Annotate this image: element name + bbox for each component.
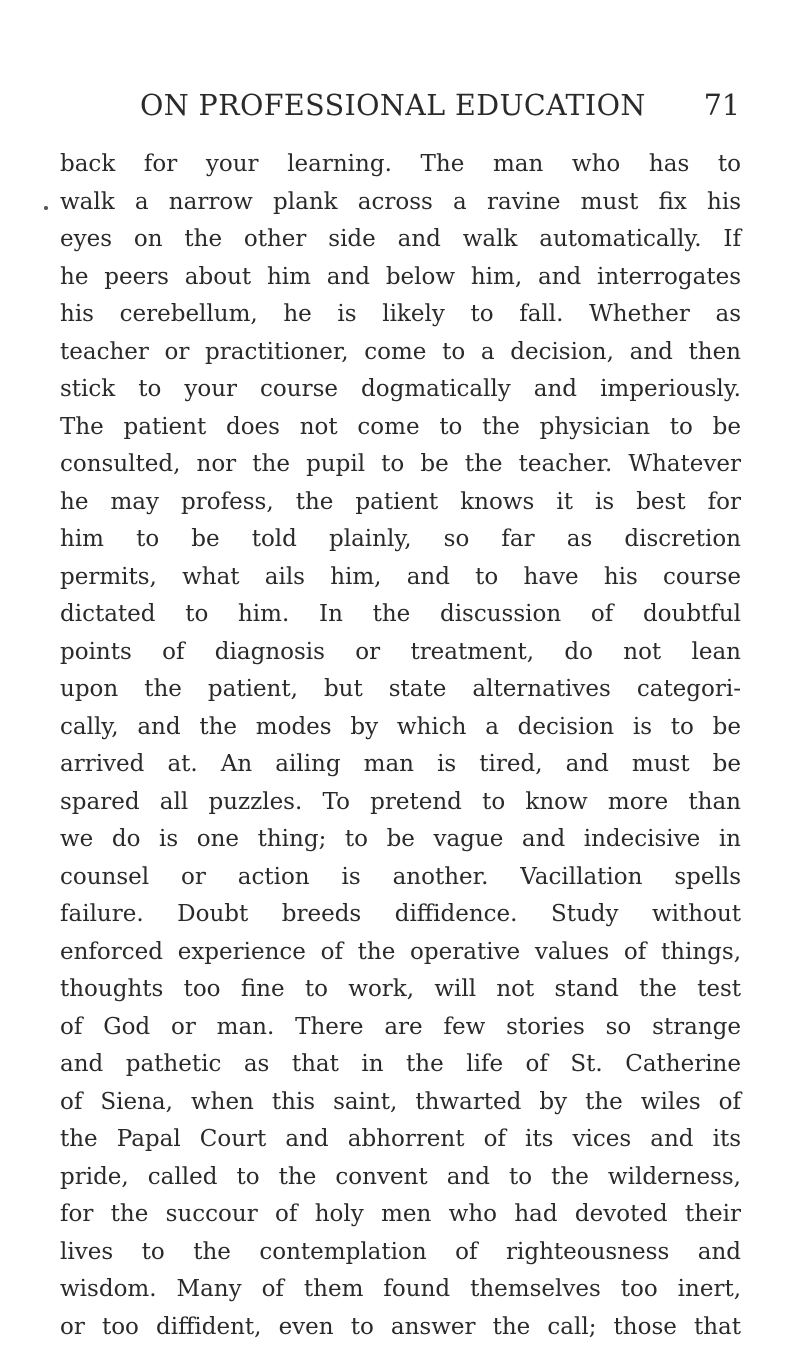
text-line: of Siena, when this saint, thwarted by the wiles of (60, 1088, 741, 1115)
text-line: the Papal Court and abhorrent of its vices and its (60, 1126, 741, 1152)
margin-dot-mark (44, 206, 48, 210)
text-line: for the succour of holy men who had devoted their (60, 1201, 741, 1227)
text-line: back for your learning. The man who has to (60, 151, 741, 177)
text-line: upon the patient, but state alternatives categori- (60, 676, 741, 702)
body-text (60, 146, 741, 1346)
text-line: teacher or practitioner, come to a decision, and then (60, 338, 741, 365)
text-line: enforced experience of the operative values of things, (60, 938, 741, 965)
text-line: we do is one thing; to be vague and indecisive in (60, 826, 741, 852)
text-line: he peers about him and below him, and interrogates (60, 263, 741, 290)
text-line: him to be told plainly, so far as discretion (60, 526, 741, 552)
text-line: arrived at. An ailing man is tired, and must be (60, 751, 741, 777)
text-line: dictated to him. In the discussion of doubtful (60, 601, 741, 627)
text-line: he may profess, the patient knows it is best for (60, 488, 741, 515)
text-line: The patient does not come to the physician to be (60, 413, 741, 440)
page-number: 71 (703, 89, 740, 122)
text-line: points of diagnosis or treatment, do not lean (60, 638, 741, 665)
text-line: spared all puzzles. To pretend to know more than (60, 788, 741, 815)
text-line: wisdom. Many of them found themselves too inert, (60, 1276, 741, 1302)
text-line: thoughts too fine to work, will not stand the test (60, 976, 741, 1002)
running-head (140, 86, 740, 126)
text-line: eyes on the other side and walk automatically. If (60, 226, 741, 252)
text-line: cally, and the modes by which a decision is to be (60, 713, 741, 740)
text-line: of God or man. There are few stories so strange (60, 1013, 741, 1040)
text-line: consulted, nor the pupil to be the teacher. Whatever (60, 451, 741, 477)
text-line: or too diffident, even to answer the call; those that (60, 1313, 741, 1340)
text-line: stick to your course dogmatically and imperiously. (60, 376, 741, 402)
text-line: permits, what ails him, and to have his course (60, 563, 741, 590)
text-line: and pathetic as that in the life of St. Catherine (60, 1051, 741, 1077)
text-line: failure. Doubt breeds diffidence. Study without (60, 901, 741, 927)
text-line: lives to the contemplation of righteousness and (60, 1238, 741, 1265)
text-line: counsel or action is another. Vacillation spells (60, 863, 741, 890)
text-line: pride, called to the convent and to the wilderness, (60, 1163, 741, 1190)
text-line: walk a narrow plank across a ravine must fix his (60, 188, 741, 215)
running-title: ON PROFESSIONAL EDUCATION (140, 89, 646, 122)
text-line: his cerebellum, he is likely to fall. Whether as (60, 301, 741, 327)
